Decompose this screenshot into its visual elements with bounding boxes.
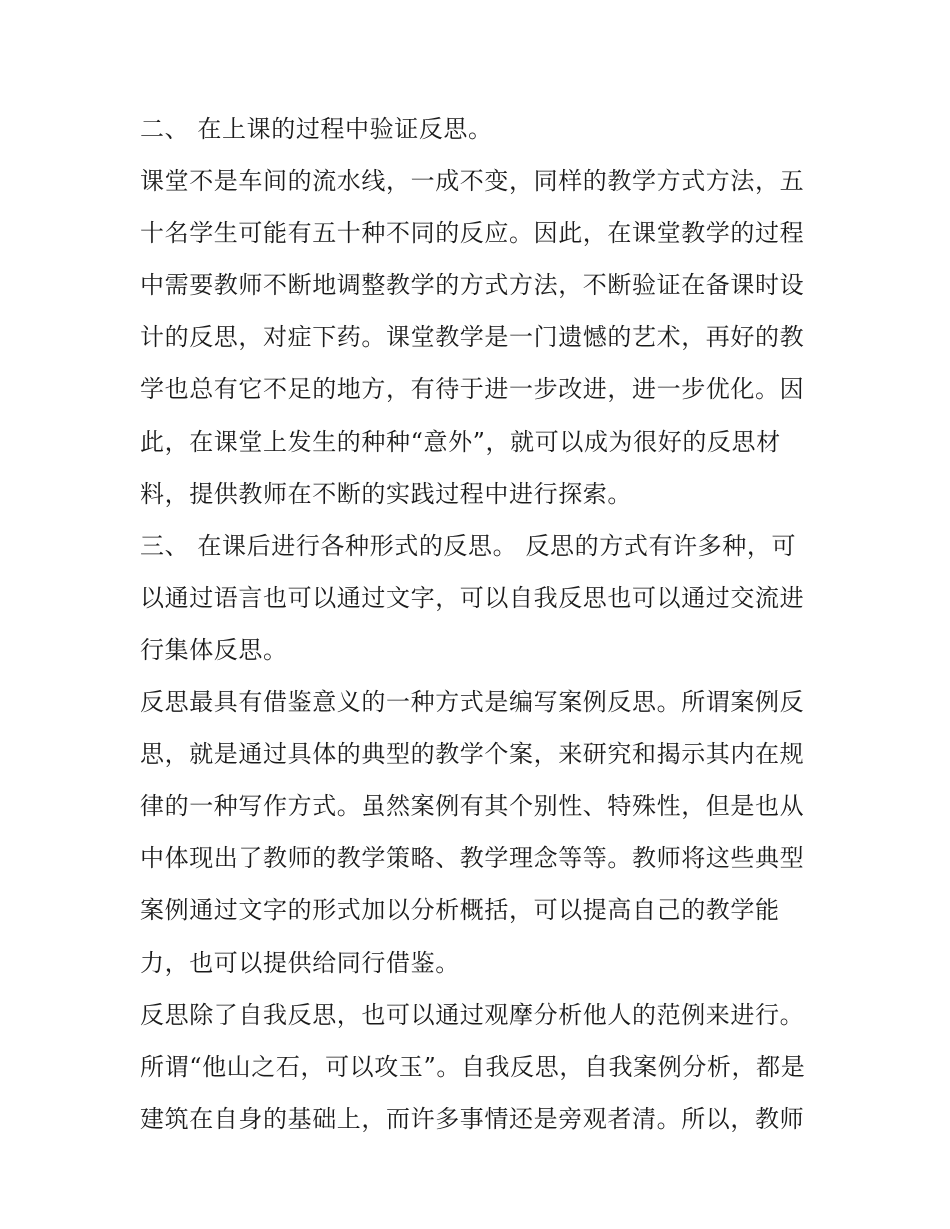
text-line: 中需要教师不断地调整教学的方式方法，不断验证在备课时设 bbox=[140, 271, 805, 300]
text-line: 中体现出了教师的教学策略、教学理念等等。教师将这些典型 bbox=[140, 844, 805, 873]
text-line: 三、 在课后进行各种形式的反思。 反思的方式有许多种，可 bbox=[140, 531, 797, 560]
text-line: 反思除了自我反思，也可以通过观摩分析他人的范例来进行。 bbox=[140, 1000, 805, 1029]
text-line: 力，也可以提供给同行借鉴。 bbox=[140, 948, 460, 977]
text-line: 行集体反思。 bbox=[140, 635, 288, 664]
text-line: 学也总有它不足的地方，有待于进一步改进，进一步优化。因 bbox=[140, 375, 805, 404]
text-line: 案例通过文字的形式加以分析概括，可以提高自己的教学能 bbox=[140, 896, 780, 925]
text-line: 所谓“他山之石，可以攻玉”。自我反思，自我案例分析，都是 bbox=[140, 1052, 806, 1081]
text-line: 二、 在上课的过程中验证反思。 bbox=[140, 115, 493, 143]
text-line: 课堂不是车间的流水线，一成不变，同样的教学方式方法，五 bbox=[140, 167, 805, 196]
text-line: 以通过语言也可以通过文字，可以自我反思也可以通过交流进 bbox=[140, 583, 805, 612]
text-line: 律的一种写作方式。虽然案例有其个别性、特殊性，但是也从 bbox=[140, 792, 805, 821]
text-line: 此，在课堂上发生的种种“意外”，就可以成为很好的反思材 bbox=[140, 427, 781, 456]
text-line: 建筑在自身的基础上，而许多事情还是旁观者清。所以，教师 bbox=[140, 1104, 805, 1133]
text-line: 反思最具有借鉴意义的一种方式是编写案例反思。所谓案例反 bbox=[140, 688, 805, 717]
text-line: 料，提供教师在不断的实践过程中进行探索。 bbox=[140, 479, 632, 508]
text-line: 思，就是通过具体的典型的教学个案，来研究和揭示其内在规 bbox=[140, 740, 805, 769]
text-line: 十名学生可能有五十种不同的反应。因此，在课堂教学的过程 bbox=[140, 219, 805, 248]
document-body bbox=[140, 103, 830, 1145]
text-line: 计的反思，对症下药。课堂教学是一门遗憾的艺术，再好的教 bbox=[140, 323, 805, 352]
